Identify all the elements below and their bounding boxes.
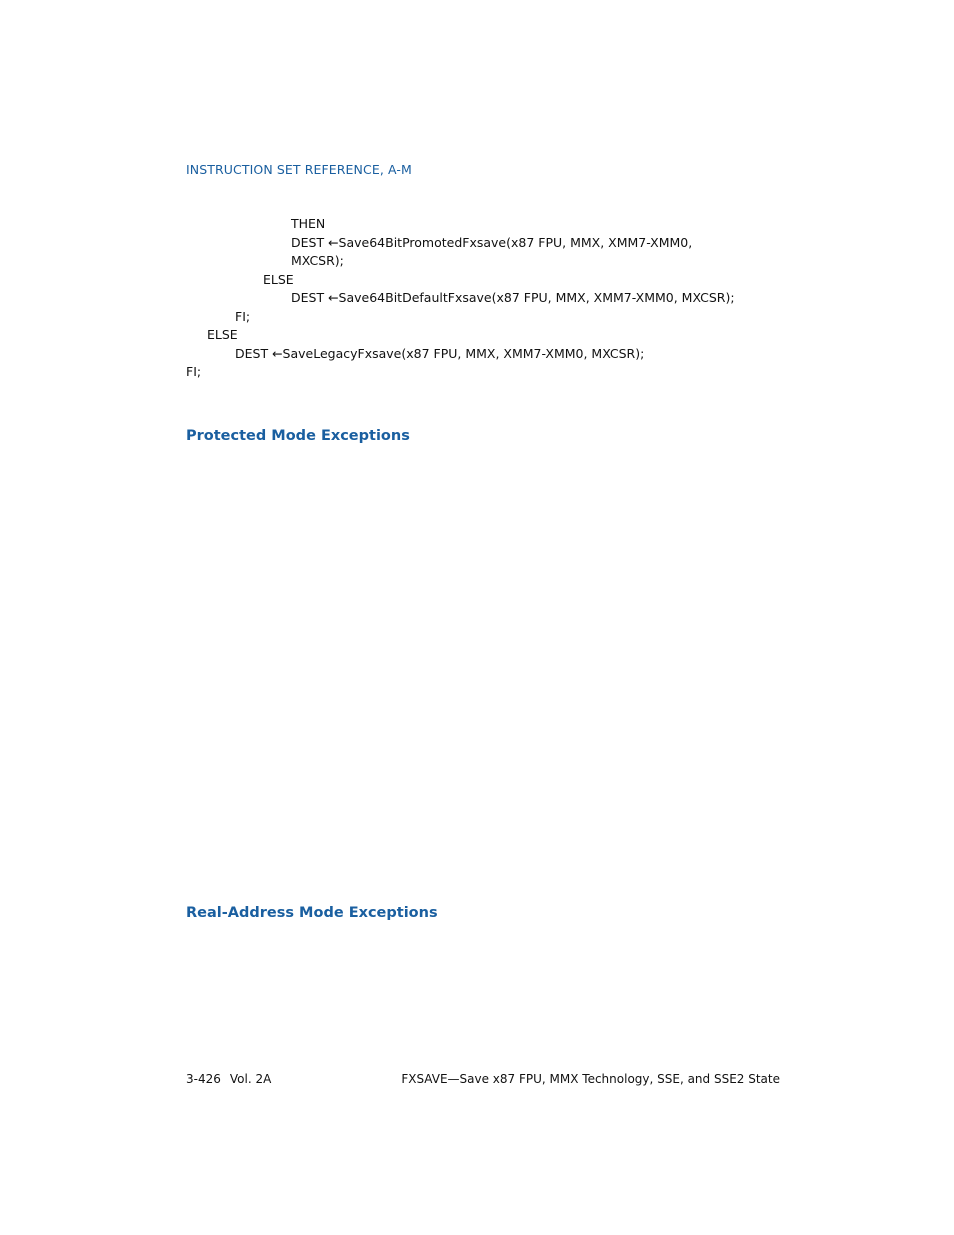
- page-number: 3-426: [186, 1072, 221, 1086]
- volume-label: Vol. 2A: [229, 1072, 272, 1086]
- code-line: DEST ←Save64BitDefaultFxsave(x87 FPU, MMX, XMM7-XMM0, MXCSR);: [291, 290, 735, 305]
- code-line: ELSE: [263, 271, 294, 287]
- code-line: FI;: [235, 308, 251, 324]
- code-line: THEN: [291, 216, 326, 231]
- section-heading-protected-mode: Protected Mode Exceptions: [186, 428, 410, 444]
- pseudocode-block: [186, 215, 735, 382]
- code-line: ELSE: [207, 327, 238, 342]
- code-line: DEST ←SaveLegacyFxsave(x87 FPU, MMX, XMM7-XMM0, MXCSR);: [235, 345, 645, 361]
- code-line: MXCSR);: [291, 253, 344, 268]
- footer-page-info: [186, 1072, 271, 1086]
- footer-instruction-title: FXSAVE—Save x87 FPU, MMX Technology, SSE, and SSE2 State: [401, 1072, 780, 1086]
- section-heading-real-address-mode: Real-Address Mode Exceptions: [186, 905, 438, 921]
- code-line: DEST ←Save64BitPromotedFxsave(x87 FPU, MMX, XMM7-XMM0,: [291, 234, 693, 250]
- code-line: FI;: [186, 364, 202, 379]
- running-header: INSTRUCTION SET REFERENCE, A-M: [186, 162, 412, 177]
